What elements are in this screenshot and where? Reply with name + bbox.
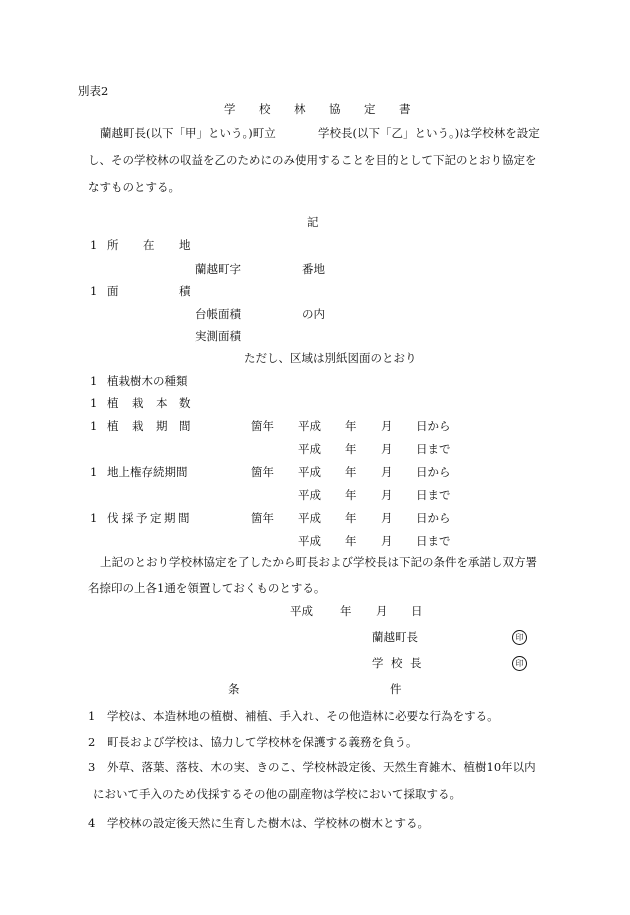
seal-icon: 印 xyxy=(512,656,527,671)
annex-label: 別表2 xyxy=(78,84,109,98)
cutting-period-char: 採 xyxy=(122,511,134,525)
date-era: 平成 xyxy=(298,465,321,479)
conditions-heading-char: 条 xyxy=(228,682,240,696)
count-label-char: 数 xyxy=(179,396,191,410)
ki-heading: 記 xyxy=(307,215,319,229)
condition-number: 2 xyxy=(88,735,96,749)
period-years: 箇年 xyxy=(251,419,274,433)
date-day: 日から xyxy=(416,465,451,479)
conditions-heading-char: 件 xyxy=(390,682,402,696)
condition-number: 4 xyxy=(88,816,96,830)
cutting-period-char: 定 xyxy=(150,511,162,525)
location-lot: 番地 xyxy=(302,262,325,276)
location-label-char: 地 xyxy=(179,238,191,252)
date-year: 年 xyxy=(345,488,357,502)
closing-line-2: 名捺印の上各1通を領置しておくものとする。 xyxy=(88,581,326,595)
principal-label-char: 学 xyxy=(372,656,384,670)
date-era: 平成 xyxy=(298,442,321,456)
item-number: 1 xyxy=(90,396,98,410)
measured-area: 実測面積 xyxy=(195,329,241,343)
planting-period-char: 間 xyxy=(179,419,191,433)
condition-text: 外草、落葉、落枝、木の実、きのこ、学校林設定後、天然生育雑木、植樹10年以内 xyxy=(107,760,536,774)
period-years: 箇年 xyxy=(251,511,274,525)
cutting-period-char: 期 xyxy=(164,511,176,525)
item-number: 1 xyxy=(90,238,98,252)
date-era: 平成 xyxy=(298,534,321,548)
date-year: 年 xyxy=(345,534,357,548)
location-label-char: 所 xyxy=(107,238,119,252)
condition-text: 学校は、本造林地の植樹、補植、手入れ、その他造林に必要な行為をする。 xyxy=(107,709,499,723)
item-number: 1 xyxy=(90,284,98,298)
condition-number: 1 xyxy=(88,709,96,723)
date-era: 平成 xyxy=(298,511,321,525)
planting-period-char: 期 xyxy=(156,419,168,433)
title-char: 校 xyxy=(259,102,271,116)
title-char: 学 xyxy=(224,102,236,116)
ledger-area-suffix: の内 xyxy=(302,307,325,321)
location-village: 蘭越町字 xyxy=(195,262,241,276)
date-year: 年 xyxy=(345,511,357,525)
date-day: 日まで xyxy=(416,488,451,502)
condition-text-continued: において手入のため伐採するその他の副産物は学校において採取する。 xyxy=(93,787,461,801)
date-month: 月 xyxy=(381,465,393,479)
title-char: 定 xyxy=(364,102,376,116)
mayor-signature-label: 蘭越町長 xyxy=(372,630,418,644)
condition-number: 3 xyxy=(88,760,96,774)
title-char: 協 xyxy=(329,102,341,116)
species-label: 植栽樹木の種類 xyxy=(107,374,188,388)
area-note: ただし、区域は別紙図面のとおり xyxy=(244,351,417,365)
item-number: 1 xyxy=(90,465,98,479)
date-day: 日まで xyxy=(416,442,451,456)
condition-text: 町長および学校は、協力して学校林を保護する義務を負う。 xyxy=(107,735,418,749)
agreement-date-day: 日 xyxy=(411,604,423,618)
date-era: 平成 xyxy=(298,419,321,433)
cutting-period-char: 間 xyxy=(178,511,190,525)
agreement-date-month: 月 xyxy=(376,604,388,618)
date-day: 日から xyxy=(416,511,451,525)
principal-label-char: 長 xyxy=(410,656,422,670)
agreement-date-year: 年 xyxy=(340,604,352,618)
intro-line-3: なすものとする。 xyxy=(88,180,180,194)
condition-text: 学校林の設定後天然に生育した樹木は、学校林の樹木とする。 xyxy=(107,816,429,830)
intro-line-1b: 学校長(以下「乙」という。)は学校林を設定 xyxy=(318,126,540,140)
planting-period-char: 栽 xyxy=(132,419,144,433)
date-month: 月 xyxy=(381,442,393,456)
item-number: 1 xyxy=(90,374,98,388)
location-label-char: 在 xyxy=(143,238,155,252)
item-number: 1 xyxy=(90,419,98,433)
intro-line-2: し、その学校林の収益を乙のためにのみ使用することを目的として下記のとおり協定を xyxy=(88,153,537,167)
date-year: 年 xyxy=(345,442,357,456)
item-number: 1 xyxy=(90,511,98,525)
title-char: 書 xyxy=(399,102,411,116)
title-char: 林 xyxy=(294,102,306,116)
principal-label-char: 校 xyxy=(391,656,403,670)
date-era: 平成 xyxy=(298,488,321,502)
count-label-char: 栽 xyxy=(132,396,144,410)
seal-icon: 印 xyxy=(512,630,527,645)
date-month: 月 xyxy=(381,488,393,502)
date-month: 月 xyxy=(381,534,393,548)
count-label-char: 植 xyxy=(107,396,119,410)
period-years: 箇年 xyxy=(251,465,274,479)
ledger-area: 台帳面積 xyxy=(195,307,241,321)
date-month: 月 xyxy=(381,511,393,525)
agreement-date-era: 平成 xyxy=(290,604,313,618)
cutting-period-char: 伐 xyxy=(107,511,119,525)
count-label-char: 本 xyxy=(156,396,168,410)
date-day: 日まで xyxy=(416,534,451,548)
cutting-period-char: 予 xyxy=(136,511,148,525)
closing-line-1: 上記のとおり学校林協定を了したから町長および学校長は下記の条件を承諾し双方署 xyxy=(100,555,537,569)
date-year: 年 xyxy=(345,465,357,479)
date-day: 日から xyxy=(416,419,451,433)
date-month: 月 xyxy=(381,419,393,433)
area-label-char: 面 xyxy=(107,284,119,298)
planting-period-char: 植 xyxy=(107,419,119,433)
intro-line-1a: 蘭越町長(以下「甲」という。)町立 xyxy=(100,126,276,140)
area-label-char: 積 xyxy=(179,284,191,298)
surface-rights-period-label: 地上権存続期間 xyxy=(107,465,188,479)
date-year: 年 xyxy=(345,419,357,433)
